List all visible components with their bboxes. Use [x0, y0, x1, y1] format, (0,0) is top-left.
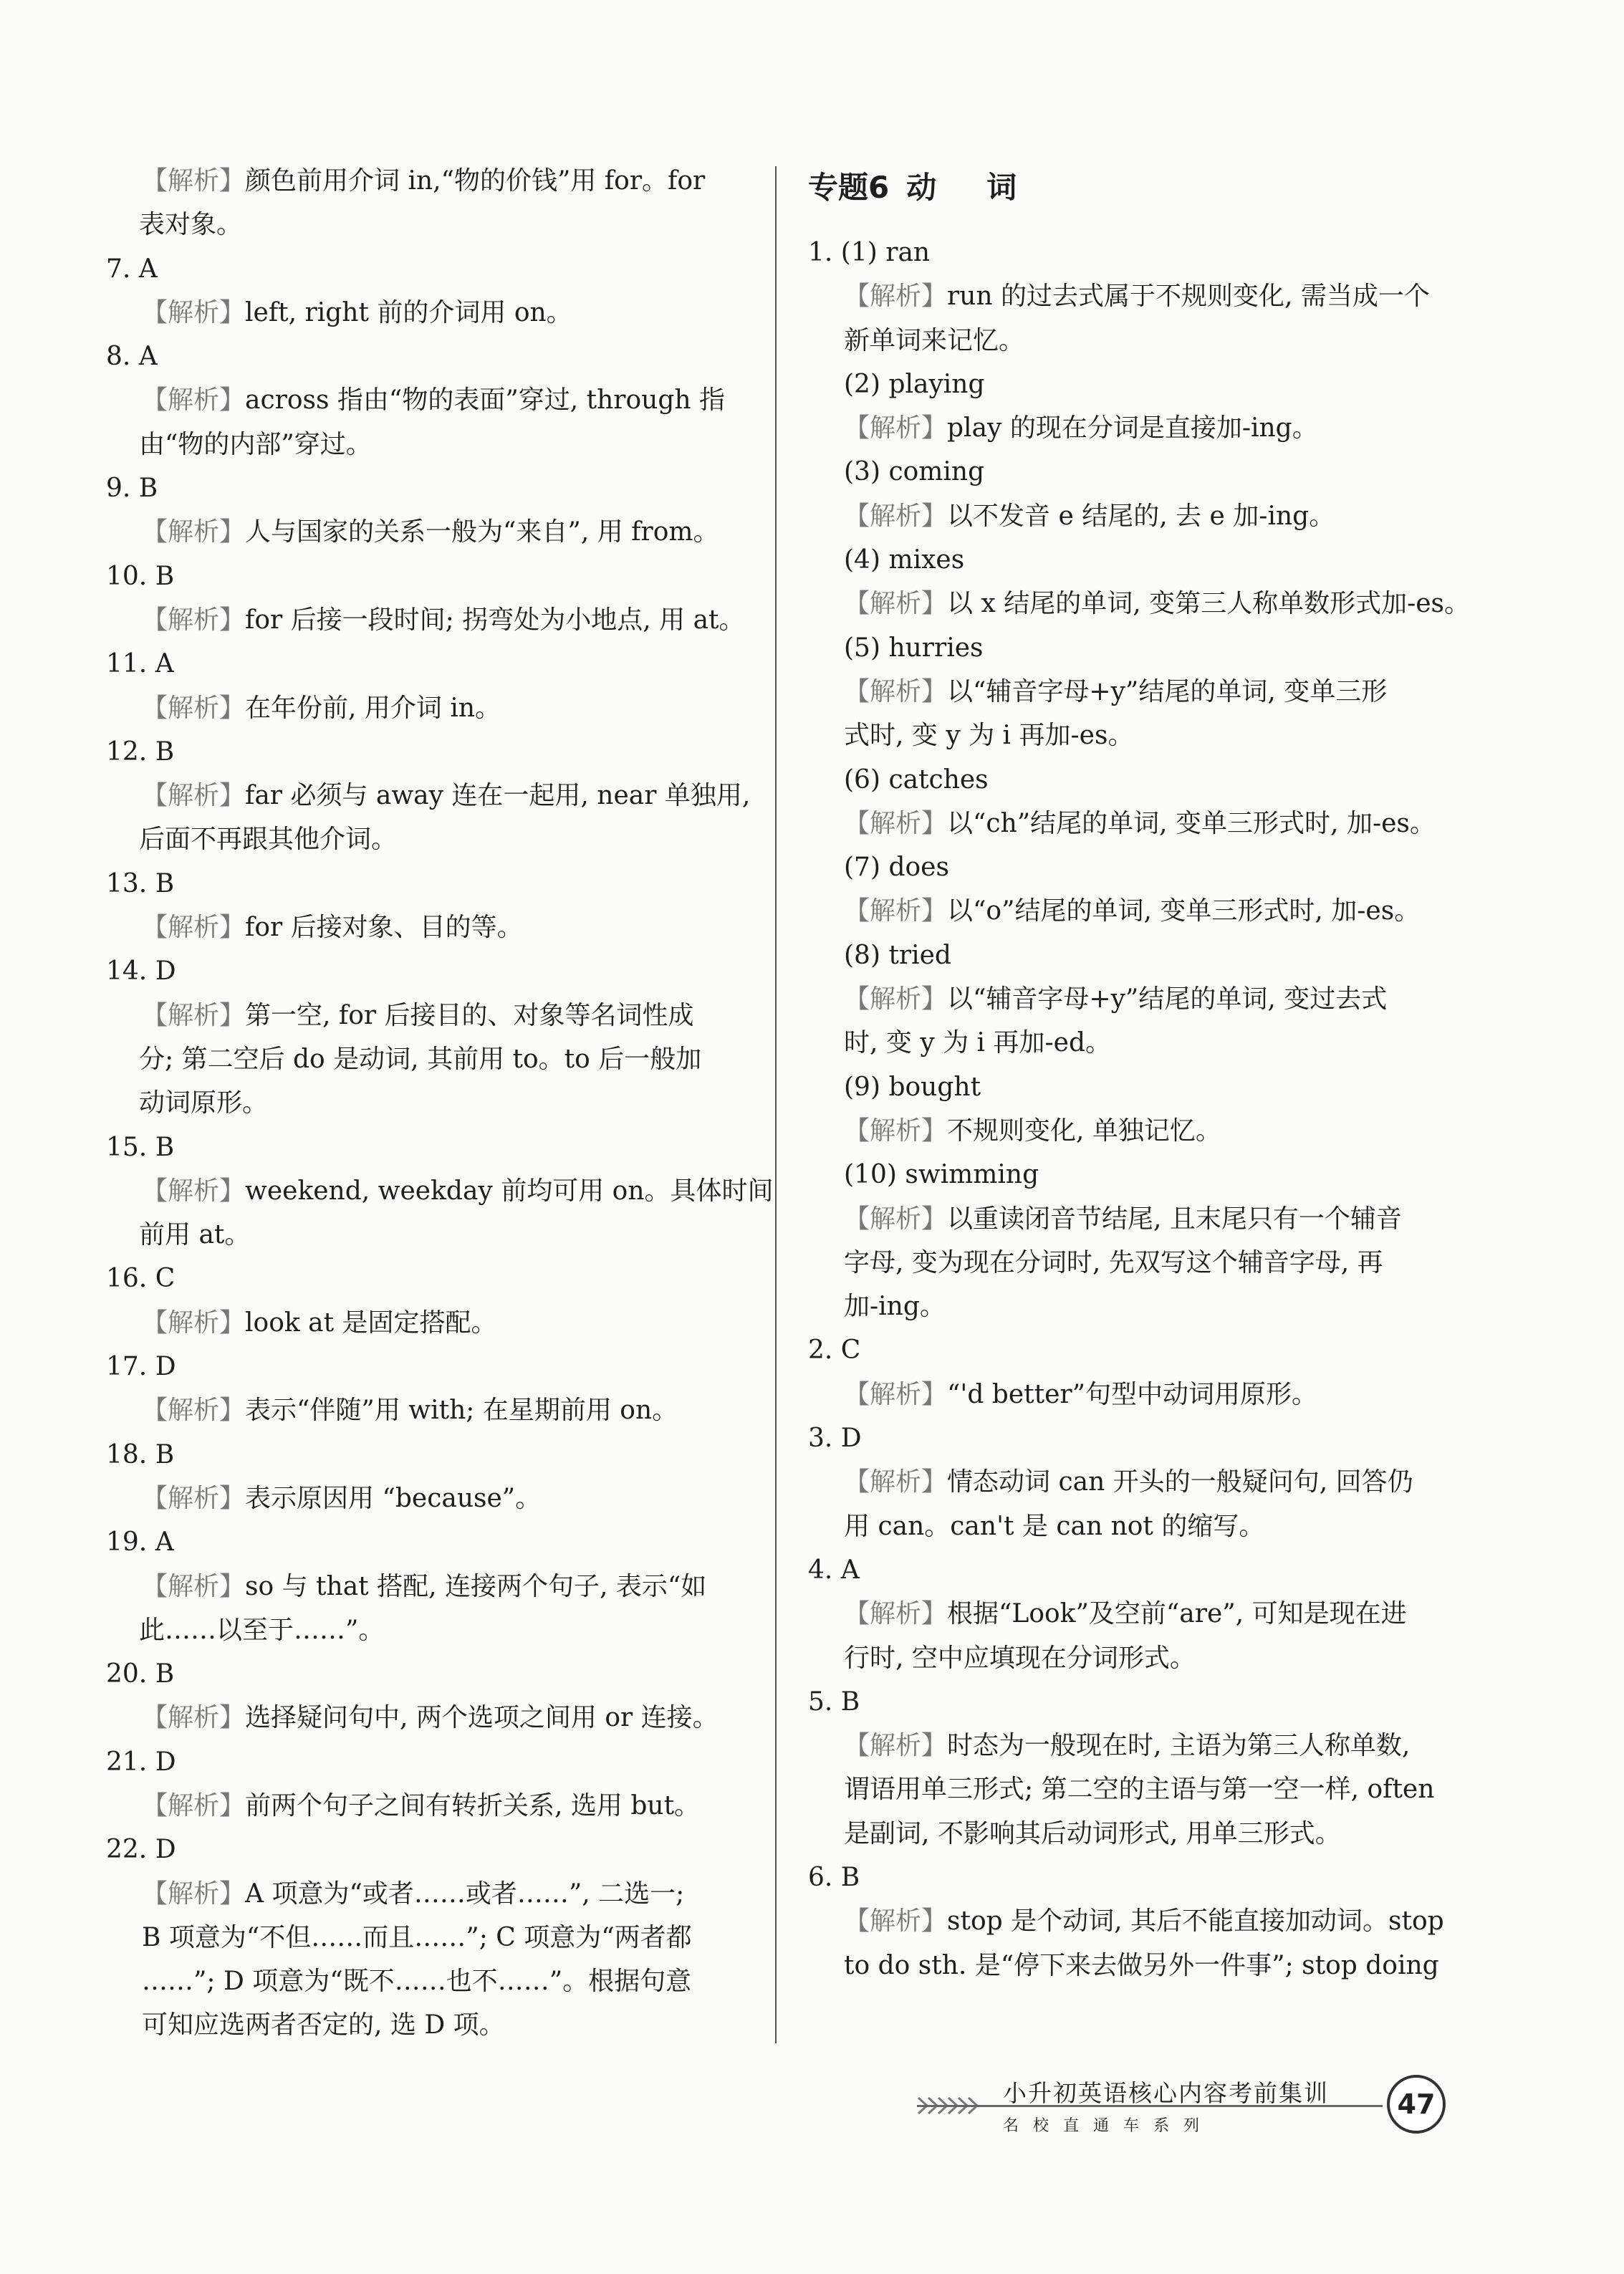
line-text: 颜色前用介词 in,“物的价钱”用 for。for	[245, 166, 706, 196]
line-text: 2. C	[808, 1335, 861, 1366]
answer-number	[808, 1328, 1453, 1372]
explanation-line	[808, 802, 1453, 845]
line-text: 以“辅音字母+y”结尾的单词, 变过去式	[947, 984, 1388, 1014]
analysis-tag: 【解析】	[844, 1116, 948, 1146]
line-text: (5) hurries	[844, 633, 984, 663]
line-text: 是副词, 不影响其后动词形式, 用单三形式。	[844, 1818, 1341, 1848]
text-line	[106, 817, 736, 861]
line-text: 以“o”结尾的单词, 变单三形式时, 加-es。	[947, 896, 1421, 926]
text-line	[808, 1812, 1453, 1856]
page-number: 47	[1387, 2075, 1446, 2134]
answer-number	[106, 1652, 736, 1696]
line-text: 表示原因用 “because”。	[245, 1483, 542, 1513]
answer-number	[106, 335, 736, 378]
explanation-line	[106, 686, 736, 730]
explanation-line	[106, 1169, 774, 1213]
line-text: across 指由“物的表面”穿过, through 指	[245, 385, 726, 416]
line-text: 前用 at。	[139, 1220, 251, 1250]
analysis-tag: 【解析】	[844, 1599, 948, 1629]
line-text: 16. C	[106, 1264, 176, 1294]
explanation-line	[106, 1696, 736, 1740]
line-text: 在年份前, 用介词 in。	[245, 693, 501, 723]
text-line	[808, 626, 1453, 670]
explanation-line	[106, 1477, 736, 1520]
text-line	[106, 2003, 736, 2047]
explanation-line	[106, 378, 736, 422]
line-text: 13. B	[106, 868, 175, 898]
text-line	[808, 1767, 1453, 1811]
line-text: (8) tried	[844, 940, 951, 970]
answer-number	[808, 1680, 1453, 1724]
text-line	[808, 758, 1453, 802]
answer-number	[106, 862, 736, 906]
explanation-line	[106, 159, 736, 203]
analysis-tag: 【解析】	[142, 1176, 246, 1206]
answer-number	[106, 466, 736, 510]
analysis-tag: 【解析】	[844, 808, 948, 838]
explanation-line	[808, 274, 1453, 318]
line-text: 14. D	[106, 956, 176, 987]
analysis-tag: 【解析】	[844, 676, 948, 706]
answer-number	[808, 1416, 1453, 1460]
line-text: 此……以至于……”。	[139, 1615, 385, 1645]
text-line	[106, 1916, 736, 1959]
line-text: 前两个句子之间有转折关系, 选用 but。	[245, 1790, 701, 1820]
line-text: 11. A	[106, 649, 174, 679]
analysis-tag: 【解析】	[844, 413, 948, 443]
explanation-line	[808, 406, 1453, 450]
explanation-line	[106, 906, 736, 949]
section-title	[808, 159, 1453, 231]
text-line	[808, 714, 1453, 757]
line-text: so 与 that 搭配, 连接两个句子, 表示“如	[245, 1571, 707, 1601]
explanation-line	[808, 1899, 1453, 1943]
analysis-tag: 【解析】	[142, 517, 246, 547]
analysis-tag: 【解析】	[142, 1483, 246, 1513]
answer-number	[106, 949, 736, 993]
text-line	[808, 1944, 1453, 1987]
line-text: far 必须与 away 连在一起用, near 单独用,	[245, 781, 751, 811]
text-line	[106, 1081, 736, 1125]
line-text: A 项意为“或者……或者……”, 二选一;	[245, 1879, 685, 1909]
line-text: 可知应选两者否定的, 选 D 项。	[142, 2010, 505, 2040]
line-text: 以 x 结尾的单词, 变第三人称单数形式加-es。	[947, 589, 1471, 619]
line-text: (7) does	[844, 853, 949, 883]
analysis-tag: 【解析】	[142, 1396, 246, 1426]
explanation-line	[106, 1784, 736, 1828]
line-text: 3. D	[808, 1424, 862, 1454]
text-line	[808, 1505, 1453, 1548]
line-text: 根据“Look”及空前“are”, 可知是现在进	[947, 1599, 1407, 1629]
explanation-line	[106, 1872, 736, 1916]
explanation-line	[808, 1373, 1453, 1416]
line-text: 22. D	[106, 1835, 176, 1865]
analysis-tag: 【解析】	[142, 693, 246, 723]
text-line	[808, 1021, 1453, 1065]
line-text: 谓语用单三形式; 第二空的主语与第一空一样, often	[844, 1775, 1435, 1805]
line-text: (9) bought	[844, 1072, 981, 1102]
answer-number	[106, 1126, 736, 1169]
analysis-tag: 【解析】	[844, 1204, 948, 1234]
right-lines	[808, 231, 1471, 1987]
line-text: 后面不再跟其他介词。	[139, 825, 398, 855]
text-line	[106, 203, 736, 246]
line-text: “'d better”句型中动词用原形。	[947, 1379, 1318, 1409]
answer-number	[106, 1433, 736, 1477]
right-column	[808, 159, 1471, 1987]
line-text: 由“物的内部”穿过。	[139, 429, 372, 459]
text-line	[106, 423, 736, 466]
text-line	[808, 1285, 1453, 1328]
line-text: B 项意为“不但……而且……”; C 项意为“两者都	[142, 1922, 692, 1952]
line-text: 用 can。can't 是 can not 的缩写。	[844, 1511, 1265, 1541]
analysis-tag: 【解析】	[142, 1000, 246, 1030]
text-line	[808, 450, 1453, 494]
line-text: look at 是固定搭配。	[245, 1308, 497, 1338]
explanation-line	[808, 889, 1453, 933]
analysis-tag: 【解析】	[844, 282, 948, 312]
analysis-tag: 【解析】	[844, 501, 948, 531]
explanation-line	[106, 774, 751, 817]
explanation-line	[106, 1388, 736, 1432]
answer-number	[106, 247, 736, 291]
text-line	[106, 1213, 736, 1257]
text-line	[808, 319, 1453, 363]
line-text: weekend, weekday 前均可用 on。具体时间	[245, 1176, 774, 1206]
line-text: 9. B	[106, 474, 158, 504]
analysis-tag: 【解析】	[142, 385, 246, 416]
line-text: 不规则变化, 单独记忆。	[947, 1116, 1221, 1146]
line-text: 行时, 空中应填现在分词形式。	[844, 1643, 1196, 1673]
line-text: 分; 第二空后 do 是动词, 其前用 to。to 后一般加	[139, 1044, 702, 1074]
explanation-line	[808, 582, 1471, 625]
line-text: 选择疑问句中, 两个选项之间用 or 连接。	[245, 1703, 719, 1733]
text-line	[808, 1241, 1453, 1285]
text-line	[808, 363, 1453, 406]
line-text: 新单词来记忆。	[844, 325, 1025, 355]
line-text: 加-ing。	[844, 1292, 946, 1322]
answer-number	[808, 1856, 1453, 1899]
answer-number	[808, 1548, 1453, 1592]
explanation-line	[808, 1724, 1453, 1767]
line-text: (4) mixes	[844, 545, 965, 575]
line-text: 5. B	[808, 1687, 860, 1717]
line-text: 以不发音 e 结尾的, 去 e 加-ing。	[947, 501, 1335, 531]
explanation-line	[106, 510, 736, 554]
analysis-tag: 【解析】	[142, 913, 246, 943]
analysis-tag: 【解析】	[142, 605, 246, 635]
explanation-line	[808, 494, 1453, 538]
line-text: 10. B	[106, 561, 175, 591]
analysis-tag: 【解析】	[142, 781, 246, 811]
footer-title: 小升初英语核心内容考前集训	[1003, 2079, 1329, 2107]
analysis-tag: 【解析】	[844, 589, 948, 619]
line-text: 情态动词 can 开头的一般疑问句, 回答仍	[947, 1467, 1413, 1497]
footer-subtitle: 名校直通车系列	[1003, 2117, 1214, 2135]
analysis-tag: 【解析】	[844, 896, 948, 926]
line-text: 字母, 变为现在分词时, 先双写这个辅音字母, 再	[844, 1247, 1383, 1277]
explanation-line	[106, 994, 736, 1037]
explanation-line	[106, 1565, 736, 1608]
analysis-tag: 【解析】	[844, 1731, 948, 1761]
line-text: for 后接一段时间; 拐弯处为小地点, 用 at。	[245, 605, 745, 635]
analysis-tag: 【解析】	[844, 1379, 948, 1409]
explanation-line	[106, 598, 745, 642]
line-text: 以“ch”结尾的单词, 变单三形式时, 加-es。	[947, 808, 1436, 838]
line-text: 式时, 变 y 为 i 再加-es。	[844, 721, 1134, 751]
line-text: 以“辅音字母+y”结尾的单词, 变单三形	[947, 676, 1388, 706]
line-text: to do sth. 是“停下来去做另外一件事”; stop doing	[844, 1950, 1439, 1980]
analysis-tag: 【解析】	[142, 1571, 246, 1601]
line-text: 时, 变 y 为 i 再加-ed。	[844, 1028, 1112, 1058]
line-text: 动词原形。	[139, 1088, 269, 1118]
line-text: 17. D	[106, 1352, 176, 1382]
section-title-b: 词	[986, 170, 1017, 205]
left-column	[106, 159, 774, 2048]
text-line	[808, 538, 1453, 582]
line-text: 12. B	[106, 737, 175, 767]
line-text: 4. A	[808, 1555, 860, 1585]
line-text: 以重读闭音节结尾, 且末尾只有一个辅音	[947, 1204, 1402, 1234]
line-text: (3) coming	[844, 457, 985, 487]
analysis-tag: 【解析】	[142, 1703, 246, 1733]
answer-number	[106, 1828, 736, 1871]
line-text: 1. (1) ran	[808, 238, 931, 267]
line-text: (6) catches	[844, 764, 989, 795]
line-text: 时态为一般现在时, 主语为第三人称单数,	[947, 1731, 1411, 1761]
explanation-line	[808, 977, 1453, 1021]
explanation-line	[106, 1301, 736, 1345]
answer-number	[808, 231, 1453, 274]
line-text: (2) playing	[844, 369, 985, 399]
text-line	[808, 934, 1453, 977]
line-text: 6. B	[808, 1862, 860, 1892]
line-text: 7. A	[106, 254, 158, 284]
line-text: 人与国家的关系一般为“来自”, 用 from。	[245, 517, 719, 547]
answer-number	[106, 1345, 736, 1388]
explanation-line	[808, 1592, 1453, 1636]
answer-number	[106, 642, 736, 686]
analysis-tag: 【解析】	[142, 1879, 246, 1909]
analysis-tag: 【解析】	[844, 1906, 948, 1937]
line-text: 21. D	[106, 1747, 176, 1777]
text-line	[106, 1959, 736, 2003]
line-text: ……”; D 项意为“既不……也不……”。根据句意	[142, 1967, 692, 1997]
answer-number	[106, 555, 736, 598]
analysis-tag: 【解析】	[142, 297, 246, 327]
text-line	[106, 1608, 736, 1652]
section-label: 专题6	[808, 170, 890, 205]
column-divider	[775, 166, 777, 2043]
answer-number	[106, 1740, 736, 1784]
text-line	[808, 1065, 1453, 1109]
answer-number	[106, 1257, 736, 1300]
analysis-tag: 【解析】	[142, 1308, 246, 1338]
section-title-a: 动	[906, 170, 937, 205]
answer-number	[106, 730, 736, 774]
explanation-line	[106, 291, 736, 335]
line-text: 表示“伴随”用 with; 在星期前用 on。	[245, 1396, 678, 1426]
text-line	[106, 1037, 736, 1081]
analysis-tag: 【解析】	[142, 1790, 246, 1820]
line-text: 表对象。	[139, 210, 243, 240]
line-text: 19. A	[106, 1527, 174, 1558]
line-text: for 后接对象、目的等。	[245, 913, 523, 943]
explanation-line	[808, 670, 1453, 714]
answer-number	[106, 1520, 736, 1564]
line-text: play 的现在分词是直接加-ing。	[947, 413, 1318, 443]
line-text: 第一空, for 后接目的、对象等名词性成	[245, 1000, 694, 1030]
line-text: run 的过去式属于不规则变化, 需当成一个	[947, 282, 1430, 312]
explanation-line	[808, 1460, 1453, 1504]
line-text: 15. B	[106, 1132, 175, 1162]
text-line	[808, 845, 1453, 889]
page-footer	[917, 2071, 1461, 2157]
line-text: (10) swimming	[844, 1160, 1039, 1190]
line-text: stop 是个动词, 其后不能直接加动词。stop	[947, 1906, 1444, 1937]
line-text: left, right 前的介词用 on。	[245, 297, 572, 327]
analysis-tag: 【解析】	[844, 984, 948, 1014]
text-line	[808, 1636, 1453, 1680]
analysis-tag: 【解析】	[142, 166, 246, 196]
line-text: 18. B	[106, 1439, 175, 1469]
explanation-line	[808, 1109, 1453, 1153]
explanation-line	[808, 1197, 1453, 1241]
analysis-tag: 【解析】	[844, 1467, 948, 1497]
line-text: 8. A	[106, 342, 158, 372]
text-line	[808, 1153, 1453, 1196]
line-text: 20. B	[106, 1659, 175, 1689]
